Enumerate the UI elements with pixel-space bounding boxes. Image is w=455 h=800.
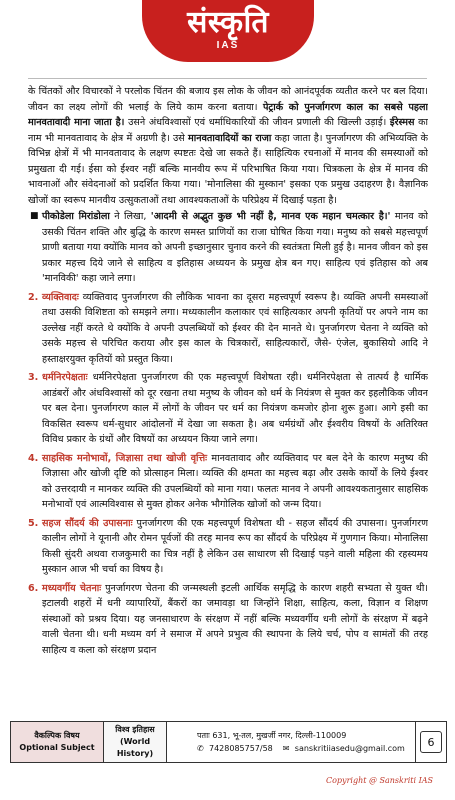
item-text: धर्मनिरपेक्षता पुनर्जागरण की एक महत्त्वपूर्ण विशेषता रही। धर्मनिरपेक्षता से तात्पर्य है धार्मिक आडंबरों और अंधविश्वासों को दूर रखना तथा मनुष्य के जीवन को धर्म के नियंत्रण से मुक्त कर इहलौकिक जीवन पर बल देना। पुनर्जागरण काल में लोगों के जीवन पर धर्म का नियंत्रण कमजोर होना शुरू हुआ। आगे इसी का विकसित स्वरूप धर्म-सुधार आंदोलनों में देखा जा सकता है। अब धर्मग्रंथों और ईश्वरीय विषयों के अतिरिक्त विविध प्रकार के ग्रंथों और विषयों का अध्ययन किया जाने लगा।: [42, 372, 428, 445]
world-history-english: (World History): [116, 737, 154, 758]
item-heading: मध्यवर्गीय चेतनाः: [42, 582, 102, 594]
text-run: मानव को उसकी चिंतन शक्ति और बुद्धि के कारण समस्त प्राणियों का राजा घोषित किया गया। मनुष्य को सबसे महत्त्वपूर्ण प्राणी बताया गया क्योंकि मानव को अपनी इच्छानुसार चुनाव करने की स्वतंत्रता मिली हुई है। मानव जीवन को इस प्रकार महत्त्व दिये जाने से साहित्य व इतिहास अध्ययन के प्रमुख क्षेत्र बन गए। साहित्य एवं इतिहास को अब 'मानविकी' कहा जाने लगा।: [42, 211, 428, 284]
text-run: के चिंतकों और विचारकों ने परलोक चिंतन की बजाय इस लोक के जीवन को आनंदपूर्वक व्यतीत करने पर बल दिया। जीवन का लक्ष्य लोगों की भलाई के लिये काम करना बताया।: [28, 86, 428, 113]
item-heading: सहज सौंदर्य की उपासनाः: [42, 517, 133, 529]
optional-subject-hindi: वैकल्पिक विषय: [34, 731, 80, 740]
page-header: [0, 0, 455, 82]
numbered-item: [28, 290, 428, 368]
bold-quote: 'आदमी से अद्भुत कुछ भी नहीं है, मानव एक महान चमत्कार है।': [150, 211, 391, 222]
bold-text: मानवतावादियों का राजा: [188, 132, 272, 144]
bold-text: पेट्रार्क को पुनर्जागरण काल का सबसे पहला मानवतावादी माना जाता है।: [28, 101, 428, 128]
phone-icon: ✆: [197, 744, 204, 753]
contact-info: [167, 722, 415, 762]
item-heading: साहसिक मनोभावों, जिज्ञासा तथा खोजी वृत्तिः: [42, 452, 208, 464]
logo-title: संस्कृति: [187, 5, 269, 40]
address-text: पताः 631, भू-तल, मुखर्जी नगर, दिल्ली-110009: [197, 731, 347, 740]
numbered-item: [28, 516, 428, 578]
item-number: 2.: [28, 291, 39, 303]
world-history-label: [104, 722, 167, 762]
item-number: 5.: [28, 517, 39, 529]
page-footer: [10, 721, 447, 763]
text-run: ने लिखा,: [109, 211, 151, 222]
bold-text: पीकोडेला मिरांडोला: [42, 211, 110, 222]
item-text: पुनर्जागरण चेतना की जन्मस्थली इटली आर्थिक समृद्धि के कारण शहरी सभ्यता से युक्त थी। इटालवी शहरों में धनी व्यापारियों, बैंकरों का जमावड़ा था जिन्होंने शिक्षा, साहित्य, कला, विज्ञान व शिक्षण संस्थाओं को प्रश्रय दिया। यह जनसाधारण के संरक्षण में नहीं बल्कि मध्यवर्गीय धनी लोगों के संरक्षण में बढ़ने वाली चेतना थी। धनी मध्यम वर्ग ने समाज में अपने प्रभुत्व की स्थापना के लिये चर्च, पोप व सामंतों की तरह साहित्य व कला को संरक्षण प्रदान: [42, 582, 428, 656]
intro-paragraph: [28, 84, 428, 208]
item-number: 3.: [28, 372, 39, 383]
copyright-text: Copyright @ Sanskriti IAS: [325, 776, 433, 785]
item-number: 4.: [28, 452, 39, 464]
header-divider: [28, 78, 427, 79]
text-run: का नाम भी मानवतावाद के क्षेत्र में अग्रणी है। उसे: [28, 117, 428, 144]
phone-text: 7428085757/58: [209, 744, 273, 753]
sanskriti-ias-logo: [142, 0, 314, 62]
numbered-item: [28, 370, 428, 448]
item-text: पुनर्जागरण की एक महत्त्वपूर्ण विशेषता थी - सहज सौंदर्य की उपासना। पुनर्जागरण कालीन लोगों ने यूनानी और रोमन पूर्वजों की तरह मानव रूप का सौंदर्य के परिप्रेक्ष्य में गुणगान किया। मोनालिसा किसी सुंदरी अथवा राजकुमारी का चित्र नहीं है लेकिन उस साधारण सी दिखाई पड़ने वाली महिला की रहस्यमय मुस्कान आज भी चर्चा का विषय है।: [42, 517, 428, 575]
item-text: मानवतावाद और व्यक्तिवाद पर बल देने के कारण मनुष्य की जिज्ञासा और खोजी दृष्टि को प्रोत्साहन मिला। व्यक्ति की क्षमता का महत्त्व बढ़ा और उसके कार्यों के लिये ईश्वर को उत्तरदायी न मानकर व्यक्ति की उपलब्धियों को माना गया। फलतः मानव ने अपनी आवश्यकतानुसार साहसिक मनोभावों एवं आत्मविश्वास से मुक्त होकर अनेक भौगोलिक खोजों को जन्म दिया।: [42, 452, 428, 510]
document-body: [28, 84, 428, 712]
phone-email-row: [197, 742, 415, 755]
optional-subject-label: [11, 722, 104, 762]
page-number-cell: [415, 722, 446, 762]
address-row: [197, 729, 415, 742]
numbered-item: [28, 451, 428, 513]
text-run: उसने अंधविश्वासों एवं धर्माधिकारियों की जीवन प्रणाली की खिल्ली उड़ाई।: [124, 117, 390, 128]
world-history-hindi: विश्व इतिहास: [115, 725, 155, 734]
page-number: 6: [420, 731, 442, 753]
item-number: 6.: [28, 582, 39, 594]
square-bullet-icon: ■: [30, 211, 39, 221]
optional-subject-english: Optional Subject: [19, 743, 95, 752]
email-text[interactable]: sanskritiiasedu@gmail.com: [294, 744, 405, 753]
numbered-item: [28, 581, 428, 659]
bullet-paragraph: [28, 209, 428, 287]
bold-text: ईरेस्मस: [389, 117, 415, 128]
email-icon: ✉: [282, 744, 290, 753]
text-run: कहा जाता है। पुनर्जागरण की अभिव्यक्ति के विभिन्न क्षेत्रों में भी मानवतावाद के लक्षण स्पष्टतः देखे जा सकते हैं। साहित्यिक रचनाओं में मानव की समस्याओं को प्रमुखता दी गई। ईसा को ईश्वर नहीं बल्कि मानवीय रूप में परिभाषित किया गया। चित्रकला के क्षेत्र में मानव की भावनाओं और संवेदनाओं को प्रदर्शित किया गया। 'मोनालिसा की मुस्कान' इसका एक प्रमुख उदाहरण है। वैज्ञानिक खोजों का स्वरूप मानवीय उत्सुकताओं तथा आवश्यकताओं के परिप्रेक्ष्य में दिखाई पड़ता है।: [28, 132, 428, 206]
item-text: व्यक्तिवाद पुनर्जागरण की लौकिक भावना का दूसरा महत्त्वपूर्ण स्वरूप है। व्यक्ति अपनी समस्याओं तथा उसकी विशिष्टता को समझने लगा। मध्यकालीन कलाकार एवं साहित्यकार अपनी कृतियों पर अपने नाम का उल्लेख नहीं करते थे क्योंकि वे अपनी उपलब्धियों को ईश्वर की देन मानते थे। पुनर्जागरण चेतना ने व्यक्ति को उसके महत्त्व से परिचित कराया और इस काल के चित्रकारों, साहित्यकारों, जैसे- एंजेल, बुकासियो आदि ने हस्ताक्षरयुक्त कृतियों को प्रस्तुत किया।: [42, 291, 428, 365]
item-heading: व्यक्तिवादः: [42, 291, 79, 303]
logo-subtitle: IAS: [216, 40, 240, 51]
item-heading: धर्मनिरपेक्षताः: [42, 372, 88, 383]
